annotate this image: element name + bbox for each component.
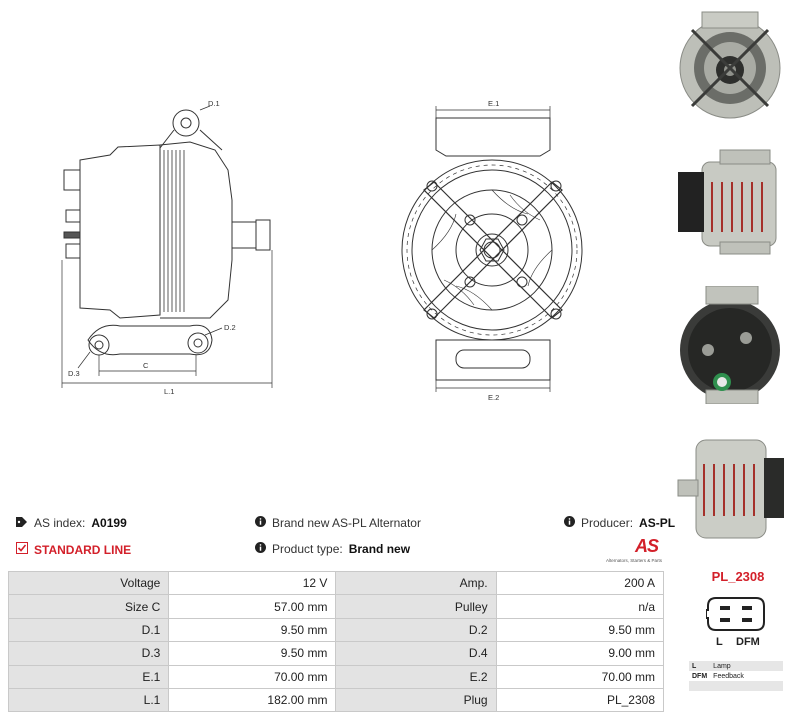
table-row bbox=[9, 595, 664, 618]
spec-label: Plug bbox=[336, 688, 496, 711]
product-type-value: Brand new bbox=[348, 542, 411, 556]
producer-label: Producer: bbox=[581, 516, 634, 530]
spec-value: 9.50 mm bbox=[496, 618, 663, 641]
spec-value: 12 V bbox=[169, 572, 336, 595]
spec-value: 182.00 mm bbox=[169, 688, 336, 711]
dim-label-d2: D.2 bbox=[224, 323, 236, 332]
spec-value: n/a bbox=[496, 595, 663, 618]
spec-label: Size C bbox=[9, 595, 169, 618]
plug-pin-dfm: DFM bbox=[736, 636, 760, 648]
table-row bbox=[9, 572, 664, 595]
product-type-row bbox=[255, 542, 410, 556]
spec-value: PL_2308 bbox=[496, 688, 663, 711]
brand-row bbox=[255, 516, 421, 530]
dim-label-l1: L.1 bbox=[164, 387, 175, 396]
spec-value: 9.50 mm bbox=[169, 618, 336, 641]
table-row bbox=[9, 665, 664, 688]
info-icon bbox=[255, 516, 266, 530]
legend-key bbox=[689, 681, 710, 691]
spec-value: 70.00 mm bbox=[496, 665, 663, 688]
info-icon bbox=[564, 516, 575, 530]
specs-table bbox=[8, 571, 664, 712]
product-photo-rear[interactable] bbox=[672, 286, 790, 404]
spec-value: 9.50 mm bbox=[169, 642, 336, 665]
table-row bbox=[689, 661, 783, 671]
product-photo-side[interactable] bbox=[672, 142, 790, 260]
plug-diagram-icon bbox=[706, 596, 766, 632]
plug-code: PL_2308 bbox=[711, 569, 765, 584]
plug-legend-table bbox=[689, 661, 783, 701]
logo-tagline: Alternators, Starters & Parts bbox=[605, 558, 662, 563]
spec-label: Amp. bbox=[336, 572, 496, 595]
checkbox-checked-icon bbox=[16, 542, 28, 557]
legend-key: DFM bbox=[692, 672, 708, 680]
info-icon bbox=[255, 542, 266, 556]
legend-value: Feedback bbox=[713, 672, 744, 680]
legend-value: Lamp bbox=[710, 661, 783, 671]
spec-label: D.3 bbox=[9, 642, 169, 665]
table-row bbox=[689, 671, 783, 681]
logo-mark: AS bbox=[634, 536, 658, 556]
spec-label: E.2 bbox=[336, 665, 496, 688]
dim-label-d1: D.1 bbox=[208, 99, 220, 108]
as-index-row bbox=[16, 516, 127, 530]
spec-label: Voltage bbox=[9, 572, 169, 595]
producer-row bbox=[564, 516, 675, 530]
table-row bbox=[9, 642, 664, 665]
dim-label-e2: E.2 bbox=[488, 393, 500, 402]
spec-value: 9.00 mm bbox=[496, 642, 663, 665]
table-row bbox=[9, 688, 664, 711]
product-photo-front[interactable] bbox=[672, 8, 790, 126]
tag-icon bbox=[16, 516, 28, 530]
standard-line-row bbox=[16, 542, 131, 557]
spec-label: D.2 bbox=[336, 618, 496, 641]
dim-label-d3: D.3 bbox=[68, 369, 80, 378]
table-row bbox=[689, 691, 783, 701]
dim-label-c: C bbox=[143, 361, 149, 370]
as-index-label: AS index: bbox=[34, 516, 86, 530]
plug-pin-l: L bbox=[716, 636, 723, 648]
spec-label: E.1 bbox=[9, 665, 169, 688]
spec-label: D.1 bbox=[9, 618, 169, 641]
brand-text: Brand new AS-PL Alternator bbox=[272, 516, 421, 530]
product-type-label: Product type: bbox=[272, 542, 343, 556]
legend-value bbox=[710, 681, 783, 691]
spec-value: 70.00 mm bbox=[169, 665, 336, 688]
spec-label: Pulley bbox=[336, 595, 496, 618]
spec-label: L.1 bbox=[9, 688, 169, 711]
spec-label: D.4 bbox=[336, 642, 496, 665]
spec-value: 200 A bbox=[496, 572, 663, 595]
legend-key: L bbox=[689, 661, 710, 671]
table-row bbox=[689, 681, 783, 691]
spec-value: 57.00 mm bbox=[169, 595, 336, 618]
legend-key bbox=[689, 691, 710, 701]
product-photo-angle[interactable] bbox=[672, 430, 790, 548]
dim-label-e1: E.1 bbox=[488, 99, 500, 108]
front-view-drawing bbox=[402, 106, 582, 392]
producer-value: AS-PL bbox=[639, 516, 676, 530]
as-index-value: A0199 bbox=[91, 516, 127, 530]
as-pl-logo bbox=[598, 536, 662, 566]
legend-value bbox=[710, 691, 783, 701]
standard-line-label: STANDARD LINE bbox=[34, 542, 132, 557]
table-row bbox=[9, 618, 664, 641]
